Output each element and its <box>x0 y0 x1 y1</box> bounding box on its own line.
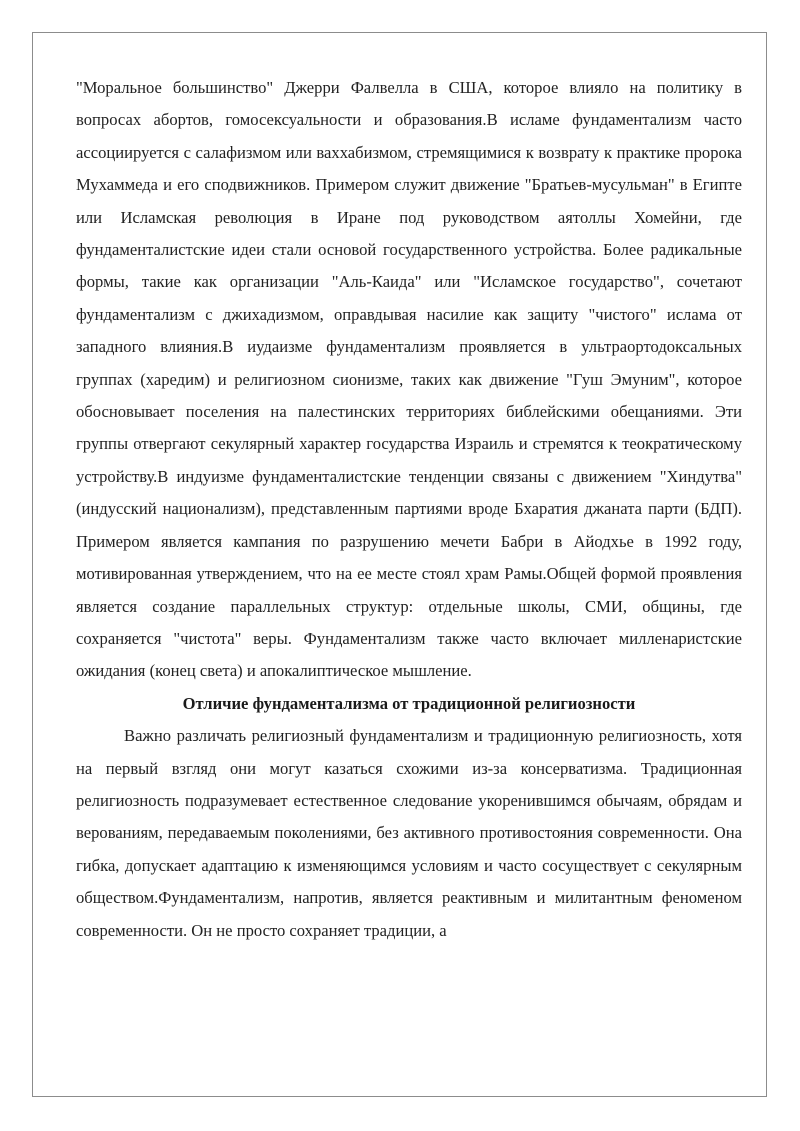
section-heading: Отличие фундаментализма от традиционной религиозности <box>182 693 636 713</box>
paragraph-2: Важно различать религиозный фундаментализм и традиционную религиозность, хотя на первый взгляд они могут казаться схожими из-за консерватизма. Традиционная религиозность подразумевает естественное следование укоренившимся обычаям, обрядам и верованиям, передаваемым поколениями, без активного противостояния современности. Она гибка, допускает адаптацию к изменяющимся условиям и часто сосуществует с секулярным обществом.Фундаментализм, напротив, является реактивным и милитантным феноменом современности. Он не просто сохраняет традиции, а <box>76 726 742 940</box>
paragraph-1: "Моральное большинство" Джерри Фалвелла в США, которое влияло на политику в вопросах абортов, гомосексуальности и образования.В исламе фундаментализм часто ассоциируется с салафизмом или ваххабизмом, стремящимися к возврату к практике пророка Мухаммеда и его сподвижников. Примером служит движение "Братьев-мусульман" в Египте или Исламская революция в Иране под руководством аятоллы Хомейни, где фундаменталистские идеи стали основой государственного устройства. Более радикальные формы, такие как организации "Аль-Каида" или "Исламское государство", сочетают фундаментализм с джихадизмом, оправдывая насилие как защиту "чистого" ислама от западного влияния.В иудаизме фундаментализм проявляется в ультраортодоксальных группах (харедим) и религиозном сионизме, таких как движение "Гуш Эмуним", которое обосновывает поселения на палестинских территориях библейскими обещаниями. Эти группы отвергают секулярный характер государства Израиль и стремятся к теократическому устройству.В индуизме фундаменталистские тенденции связаны с движением "Хиндутва" (индусский национализм), представленным партиями вроде Бхаратия джаната парти (БДП). Примером является кампания по разрушению мечети Бабри в Айодхье в 1992 году, мотивированная утверждением, что на ее месте стоял храм Рамы.Общей формой проявления является создание параллельных структур: отдельные школы, СМИ, общины, где сохраняется "чистота" веры. Фундаментализм также часто включает милленаристские ожидания (конец света) и апокалиптическое мышление. <box>76 78 742 681</box>
document-body <box>76 72 742 947</box>
